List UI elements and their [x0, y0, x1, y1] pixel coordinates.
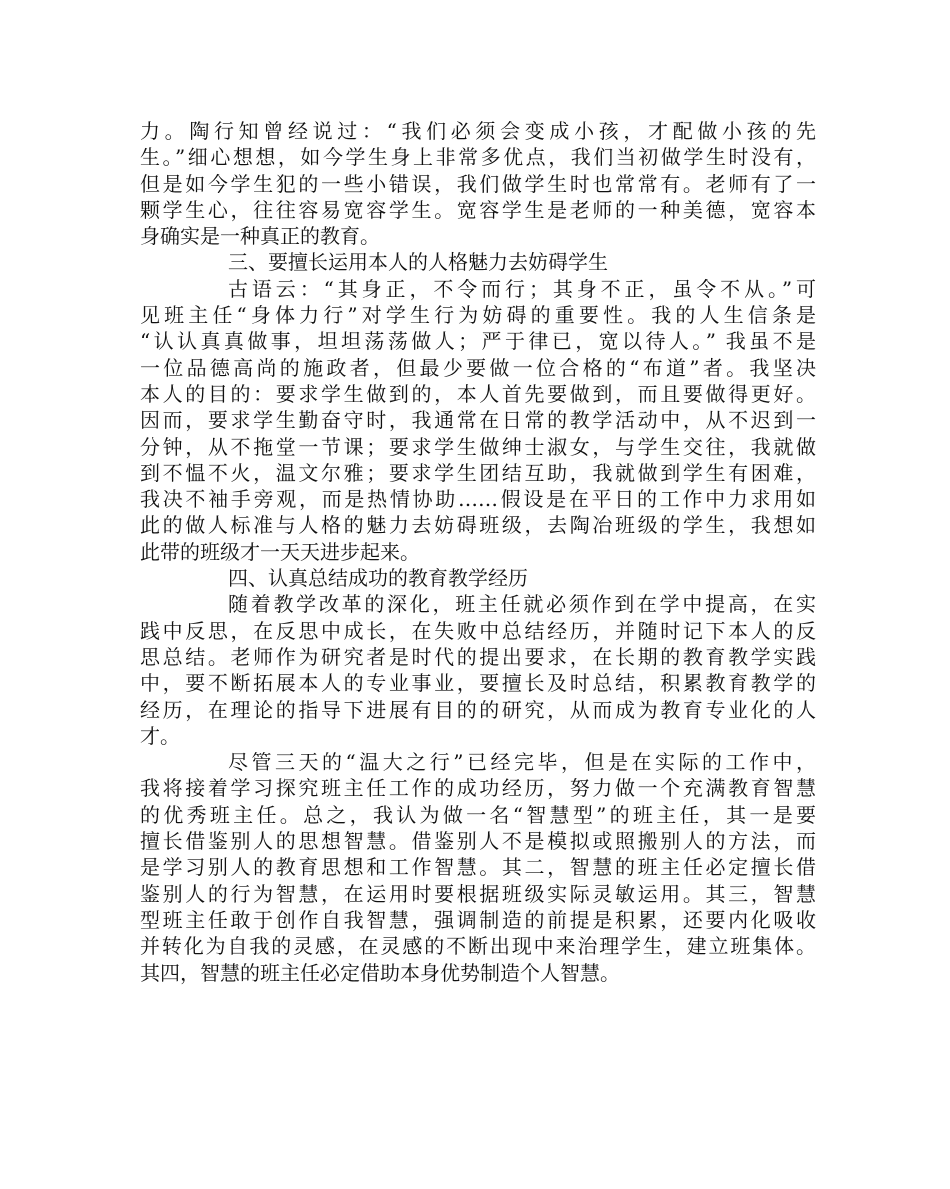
body-line: 力。陶行知曾经说过：“我们必须会变成小孩，才配做小孩的先 [140, 119, 816, 143]
document-body [140, 118, 816, 986]
body-line: 才。 [140, 723, 180, 748]
body-line: 思总结。老师作为研究者是时代的提出要求，在长期的教育教学实践 [140, 644, 816, 669]
section-heading: 四、认真总结成功的教育教学经历 [228, 566, 528, 591]
body-line: 我将接着学习探究班主任工作的成功经历，努力做一个充满教育智慧 [140, 776, 816, 801]
body-line: 经历，在理论的指导下进展有目的的研究，从而成为教育专业化的人 [140, 697, 816, 722]
body-line: 分钟，从不拖堂一节课；要求学生做绅士淑女，与学生交往，我就做 [140, 434, 816, 459]
body-line: 生。”细心想想，如今学生身上非常多优点，我们当初做学生时没有， [140, 145, 816, 170]
body-line: 到不愠不火，温文尔雅；要求学生团结互助，我就做到学生有困难， [140, 460, 816, 485]
body-line: 的优秀班主任。总之，我认为做一名“智慧型”的班主任，其一是要 [140, 802, 816, 827]
body-line: 但是如今学生犯的一些小错误，我们做学生时也常常有。老师有了一 [140, 171, 816, 196]
body-line: 此带的班级才一天天进步起来。 [140, 539, 420, 564]
body-line: 中，要不断拓展本人的专业事业，要擅长及时总结，积累教育教学的 [140, 671, 816, 696]
body-line: 其四，智慧的班主任必定借助本身优势制造个人智慧。 [140, 960, 620, 985]
body-line: 颗学生心，往往容易宽容学生。宽容学生是老师的一种美德，宽容本 [140, 197, 816, 222]
body-line: 鉴别人的行为智慧，在运用时要根据班级实际灵敏运用。其三，智慧 [140, 881, 816, 906]
paragraph-first-line: 古语云：“其身正，不令而行；其身不正，虽令不从。”可 [228, 276, 816, 301]
body-line: 是学习别人的教育思想和工作智慧。其二，智慧的班主任必定擅长借 [140, 855, 816, 880]
paragraph-first-line: 尽管三天的“温大之行”已经完毕，但是在实际的工作中， [228, 750, 816, 775]
section-heading: 三、要擅长运用本人的人格魅力去妨碍学生 [228, 250, 608, 275]
body-line: 此的做人标准与人格的魅力去妨碍班级，去陶冶班级的学生，我想如 [140, 513, 816, 538]
body-line: 见班主任“身体力行”对学生行为妨碍的重要性。我的人生信条是 [140, 303, 816, 328]
body-line: 因而，要求学生勤奋守时，我通常在日常的教学活动中，从不迟到一 [140, 408, 816, 433]
paragraph-first-line: 随着教学改革的深化，班主任就必须作到在学中提高，在实 [228, 592, 816, 617]
body-line: 一位品德高尚的施政者，但最少要做一位合格的“布道”者。我坚决 [140, 355, 816, 380]
body-line: 践中反思，在反思中成长，在失败中总结经历，并随时记下本人的反 [140, 618, 816, 643]
body-line: 我决不袖手旁观，而是热情协助……假设是在平日的工作中力求用如 [140, 487, 816, 512]
body-line: 型班主任敢于创作自我智慧，强调制造的前提是积累，还要内化吸收 [140, 907, 816, 932]
body-line: 本人的目的：要求学生做到的，本人首先要做到，而且要做得更好。 [140, 381, 816, 406]
body-line: 并转化为自我的灵感，在灵感的不断出现中来治理学生，建立班集体。 [140, 934, 816, 959]
body-line: 擅长借鉴别人的思想智慧。借鉴别人不是模拟或照搬别人的方法，而 [140, 829, 816, 854]
body-line: “认认真真做事，坦坦荡荡做人；严于律已，宽以待人。” 我虽不是 [140, 329, 816, 354]
body-line: 身确实是一种真正的教育。 [140, 224, 380, 249]
